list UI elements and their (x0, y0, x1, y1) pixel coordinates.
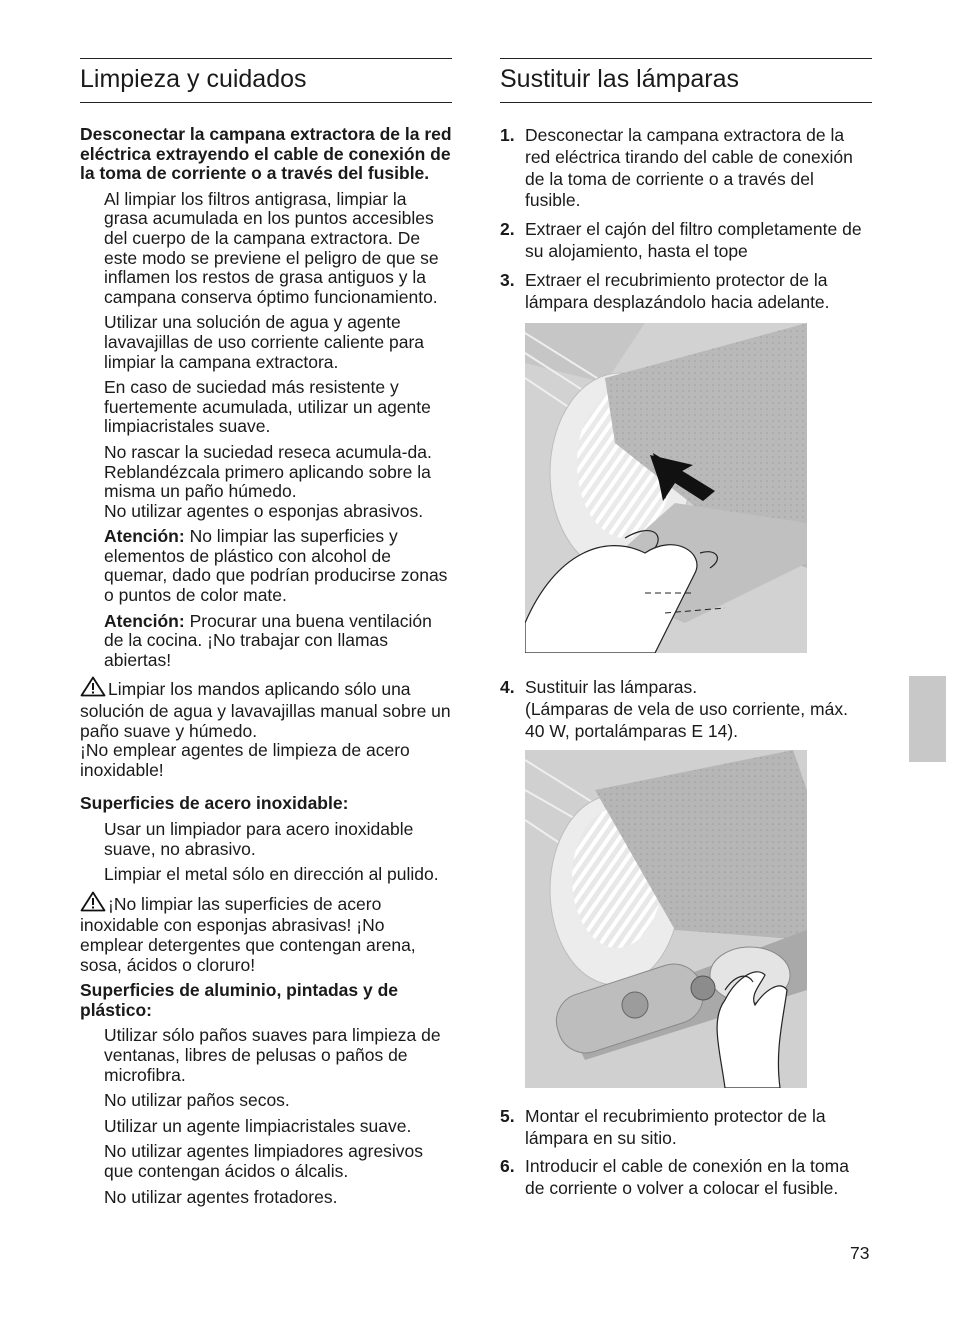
steel-item: Limpiar el metal sólo en dirección al pulido. (104, 864, 439, 885)
para-solution: Utilizar una solución de agua y agente lavavajillas de uso corriente caliente para limpiar la campana extractora. (104, 312, 425, 372)
attention-ventilation: Atención: Procurar una buena ventilación de la cocina. ¡No trabajar con llamas abiertas! (104, 610, 432, 670)
steps-list (500, 125, 872, 313)
chapter-tab-marker (909, 676, 946, 762)
attention-label: Atención: (104, 610, 185, 631)
warning-triangle-icon (80, 676, 106, 702)
step-3: 3. Extraer el recubrimiento protector de la lámpara desplazándolo hacia adelante. (500, 269, 830, 312)
alu-item: No utilizar agentes limpiadores agresivos que contengan ácidos o álcalis. (104, 1141, 424, 1181)
para-no-abrasive: No utilizar agentes o esponjas abrasivos. (104, 500, 424, 521)
steps-list (500, 1106, 872, 1200)
para-heavy-dirt: En caso de suciedad más resistente y fuertemente acumulada, utilizar un agente limpiacristales suave. (104, 377, 431, 437)
section-title-lamps: Sustituir las lámparas (500, 58, 872, 103)
illustration-replace-bulb (525, 750, 807, 1088)
alu-item: No utilizar paños secos. (104, 1090, 290, 1111)
step-6: 6. Introducir el cable de conexión en la toma de corriente o volver a colocar el fusible. (500, 1156, 849, 1199)
cleaning-section (80, 58, 452, 1213)
steel-item: Usar un limpiador para acero inoxidable suave, no abrasivo. (104, 819, 414, 859)
warning-controls: Limpiar los mandos aplicando sólo una solución de agua y lavavajillas manual sobre un paño suave y húmedo. (80, 676, 452, 741)
step-5: 5. Montar el recubrimiento protector de la lámpara en su sitio. (500, 1105, 826, 1148)
intro-warning-text: Desconectar la campana extractora de la red eléctrica extrayendo el cable de conexión de la toma de corriente o a través del fusible. (80, 124, 452, 184)
lamp-replacement-section (500, 58, 872, 1207)
step-4: 4. Sustituir las lámparas. (Lámparas de vela de uso corriente, máx. 40 W, portalámparas E 14). (500, 677, 848, 741)
subheading-aluminium-plastic: Superficies de aluminio, pintadas y de plástico: (80, 980, 398, 1020)
alu-item: Utilizar un agente limpiacristales suave. (104, 1115, 412, 1136)
para-no-scratch: No rascar la suciedad reseca acumula-da. Reblandézcala primero aplicando sobre la misma un paño húmedo. (104, 441, 432, 502)
attention-label: Atención: (104, 526, 185, 547)
alu-item: Utilizar sólo paños suaves para limpieza de ventanas, libres de pelusas o paños de microfibra. (104, 1025, 441, 1085)
step-2: 2. Extraer el cajón del filtro completamente de su alojamiento, hasta el tope (500, 219, 862, 261)
warning-no-steel-cleaner: ¡No emplear agentes de limpieza de acero inoxidable! (80, 740, 410, 780)
alu-item: No utilizar agentes frotadores. (104, 1186, 338, 1207)
attention-plastic: Atención: No limpiar las superficies y elementos de plástico con alcohol de quemar, dado que podrían producirse zonas o puntos de color mate. (104, 526, 448, 606)
illustration-remove-lamp-cover (525, 323, 807, 653)
page-number: 73 (850, 1243, 870, 1263)
para-filters: Al limpiar los filtros antigrasa, limpiar la grasa acumulada en los puntos accesibles del cuerpo de la campana extractora. De este modo se previene el peligro de que se inflamen los restos de grasa antiguos y la campana conserva óptimo funcionamiento. (104, 188, 439, 307)
section-title-cleaning: Limpieza y cuidados (80, 58, 452, 103)
steps-list (500, 677, 872, 742)
warning-triangle-icon (80, 891, 106, 917)
warning-steel-abrasive: ¡No limpiar las superficies de acero inoxidable con esponjas abrasivas! ¡No emplear detergentes que contengan arena, sosa, ácidos o cloruro! (80, 891, 452, 975)
subheading-stainless-steel: Superficies de acero inoxidable: (80, 793, 349, 814)
step-1: 1. Desconectar la campana extractora de la red eléctrica tirando del cable de conexión de la toma de corriente o a través del fusible. (500, 125, 853, 211)
